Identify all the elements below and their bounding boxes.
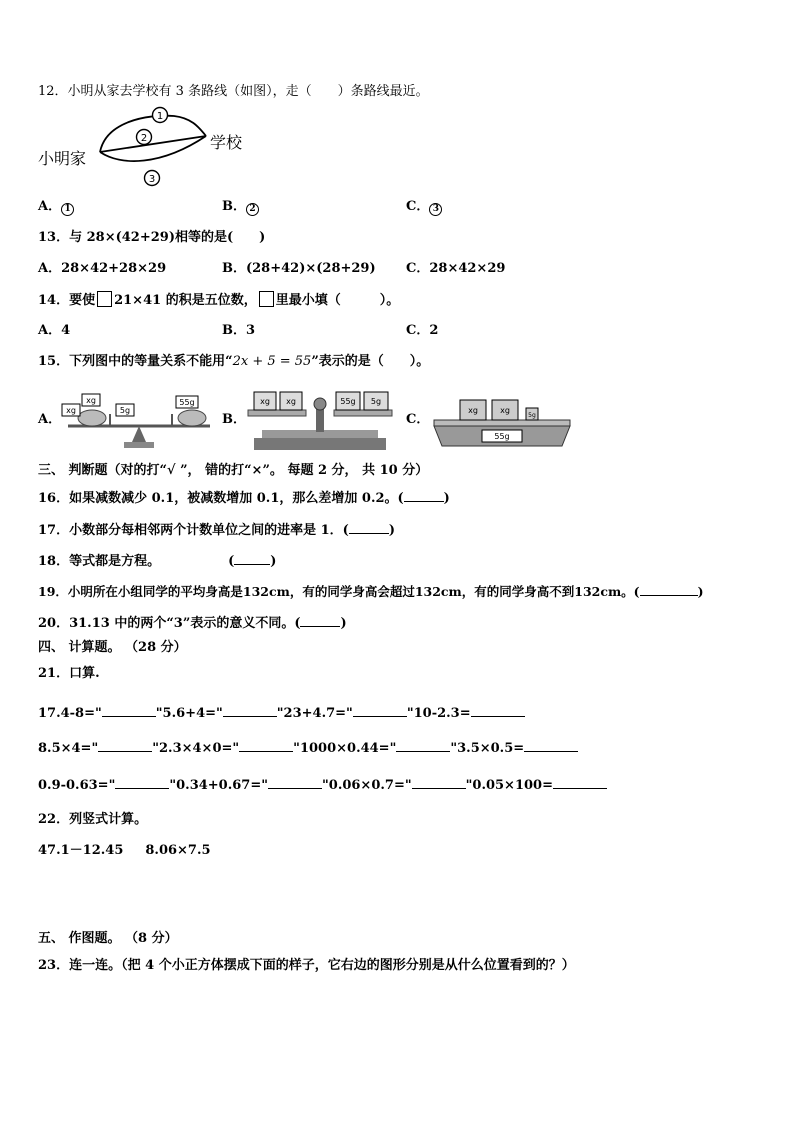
weight-5g-c: 5g (528, 412, 536, 419)
weight-5g-b: 5g (370, 397, 382, 406)
calc-blank[interactable] (412, 775, 466, 789)
display-55g: 55g (494, 432, 510, 441)
calc-blank[interactable] (553, 775, 607, 789)
q20-answer-blank[interactable] (300, 613, 340, 627)
calc-blank[interactable] (223, 703, 277, 717)
q12-option-c[interactable]: C． 3 (406, 198, 442, 216)
calc-row-2: 8.5×4=" "2.3×4×0=" "1000×0.44=" "3.5×0.5= (38, 738, 578, 758)
q20-text: 20．31.13 中的两个“3”表示的意义不同。( ) (38, 613, 347, 633)
calc-blank[interactable] (268, 775, 322, 789)
q22-item-2: 8.06×7.5 (145, 843, 211, 858)
q22-item-1: 47.1－12.45 (38, 843, 124, 858)
route-3-label: 3 (148, 174, 156, 185)
weight-55g: 55g (179, 398, 195, 407)
q16-text: 16．如果减数减少 0.1，被减数增加 0.1，那么差增加 0.2。( ) (38, 488, 450, 508)
section-3-title: 三、 判断题（对的打“√ ”， 错的打“×”。 每题 2 分， 共 10 分） (38, 463, 429, 478)
route-2-line (100, 136, 206, 152)
weight-5g: 5g (119, 406, 131, 415)
q13-text: 13．与 28×(42+29)相等的是( ) (38, 230, 266, 245)
q22-items (38, 842, 211, 860)
q13-option-a[interactable]: A．28×42+28×29 (38, 261, 167, 276)
q14-option-a[interactable]: A．4 (38, 323, 71, 338)
route-2-label: 2 (140, 133, 148, 144)
digit-box (97, 291, 112, 307)
q14-option-b[interactable]: B．3 (222, 323, 256, 338)
school-label: 学校 (210, 133, 243, 152)
home-label: 小明家 (38, 149, 87, 168)
weight-xg-c2: xg (500, 406, 510, 415)
calc-row-1: 17.4-8=" "5.6+4=" "23+4.7=" "10-2.3= (38, 703, 525, 723)
balance-scale-b-image (244, 384, 396, 454)
section-5-title: 五、 作图题。 （8 分） (38, 931, 178, 946)
weight-xg-b2: xg (286, 397, 296, 406)
q23-text: 23．连一连。（把 4 个小正方体摆成下面的样子，它右边的图形分别是从什么位置看到的？） (38, 958, 575, 973)
q12-text: 12．小明从家去学校有 3 条路线（如图），走（ ）条路线最近。 (38, 84, 429, 99)
q21-text: 21．口算. (38, 666, 100, 681)
q15-option-c[interactable]: C． (406, 412, 430, 427)
calc-blank[interactable] (115, 775, 169, 789)
q13-option-b[interactable]: B．(28+42)×(28+29) (222, 261, 376, 276)
q12-option-a[interactable]: A． 1 (38, 198, 74, 216)
q14-text: 14．要使 21×41 的积是五位数， 里最小填（ ）。 (38, 293, 400, 308)
calc-blank[interactable] (102, 703, 156, 717)
route-1-curve (100, 116, 206, 152)
section-4-title: 四、 计算题。 （28 分） (38, 640, 187, 655)
q12-option-b[interactable]: B． 2 (222, 198, 259, 216)
weight-xg-b1: xg (260, 397, 270, 406)
q19-answer-blank[interactable] (640, 582, 698, 596)
weight-55g-b: 55g (340, 397, 356, 406)
calc-row-3: 0.9-0.63=" "0.34+0.67=" "0.06×0.7=" "0.05×100= (38, 775, 607, 795)
route-1-label: 1 (156, 111, 164, 122)
q18-text: 18．等式都是方程。 ( ) (38, 551, 276, 571)
q15-option-b[interactable]: B． (222, 412, 246, 427)
weight-xg-2: xg (86, 396, 96, 405)
weight-xg-c1: xg (468, 406, 478, 415)
route-diagram (36, 104, 266, 190)
calc-blank[interactable] (524, 738, 578, 752)
q22-text: 22．列竖式计算。 (38, 812, 148, 827)
q15-option-a[interactable]: A． (38, 412, 62, 427)
calc-blank[interactable] (396, 738, 450, 752)
digit-box-ref (259, 291, 274, 307)
q13-option-c[interactable]: C．28×42×29 (406, 261, 506, 276)
calc-blank[interactable] (98, 738, 152, 752)
q19-text: 19．小明所在小组同学的平均身高是132cm，有的同学身高会超过132cm，有的同学身高不到132cm。( ) (38, 584, 704, 599)
q18-answer-blank[interactable] (234, 551, 270, 565)
q15-text: 15．下列图中的等量关系不能用“2x + 5 = 55”表示的是（ ）。 (38, 354, 430, 369)
weight-xg: xg (66, 406, 76, 415)
scale-c-image (430, 386, 574, 452)
balance-scale-a-image (60, 390, 218, 452)
q16-answer-blank[interactable] (404, 488, 444, 502)
calc-blank[interactable] (239, 738, 293, 752)
route-3-curve (100, 136, 206, 161)
equation: 2x + 5 = 55 (232, 354, 312, 369)
calc-blank[interactable] (353, 703, 407, 717)
q17-text: 17．小数部分每相邻两个计数单位之间的进率是 1．( ) (38, 520, 395, 540)
q17-answer-blank[interactable] (349, 520, 389, 534)
q14-option-c[interactable]: C．2 (406, 323, 439, 338)
calc-blank[interactable] (471, 703, 525, 717)
